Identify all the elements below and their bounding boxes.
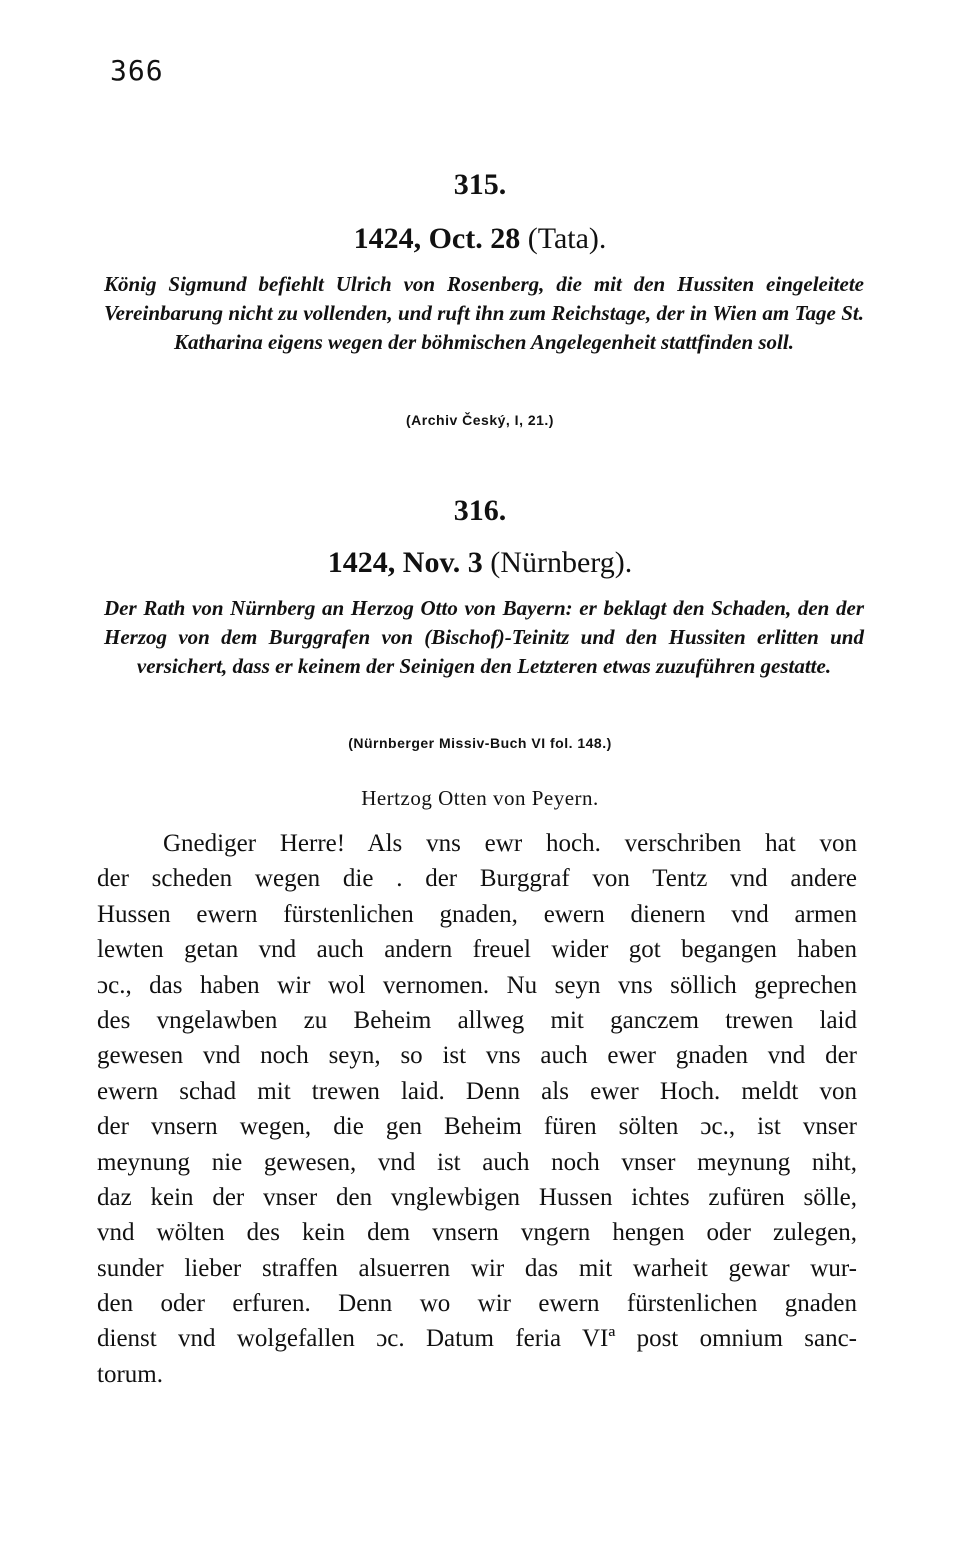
entry-number-316: 316. [453, 494, 507, 527]
letter-line: gewesen vnd noch seyn, so ist vns auch ewer gnaden vnd der [97, 1042, 857, 1070]
letter-line: meynung nie gewesen, vnd ist auch noch vnser meynung niht, [97, 1148, 857, 1176]
entry-place: (Tata). [527, 222, 607, 255]
letter-line: Hussen ewern fürstenlichen gnaden, ewern dienern vnd armen [97, 900, 857, 928]
letter-body [97, 826, 857, 1392]
letter-heading: Hertzog Otten von Peyern. [361, 786, 599, 810]
letter-line: ɔc., das haben wir wol vernomen. Nu seyn vns söllich geprechen [97, 971, 857, 999]
letter-line: den oder erfuren. Denn wo wir ewern fürstenlichen gnaden [97, 1290, 857, 1318]
entry-place: (Nürnberg). [490, 546, 633, 579]
page-number: 366 [110, 54, 164, 87]
entry-date-text: 1424, Oct. 28 [353, 222, 521, 255]
entry-source-315: (Archiv Český, I, 21.) [406, 412, 554, 428]
letter-line: der scheden wegen die . der Burggraf von Tentz vnd andere [97, 865, 857, 893]
entry-date-text: 1424, Nov. 3 [327, 546, 483, 579]
letter-line: daz kein der vnser den vnglewbigen Hussen ichtes zufüren sölle, [97, 1183, 857, 1211]
entry-date-316 [0, 546, 960, 580]
letter-line: der vnsern wegen, die gen Beheim füren sölten ɔc., ist vnser [97, 1113, 857, 1141]
letter-line: vnd wölten des kein dem vnsern vngern hengen oder zulegen, [97, 1219, 857, 1247]
letter-line: des vngelawben zu Beheim allweg mit ganczem trewen laid [97, 1006, 857, 1034]
letter-line: torum. [97, 1360, 163, 1388]
letter-line: sunder lieber straffen alsuerren wir das mit warheit gewar wur- [97, 1254, 857, 1282]
entry-date-315 [0, 222, 960, 256]
letter-line: Gnediger Herre! Als vns ewr hoch. verschriben hat von [163, 830, 857, 857]
entry-number-315: 315. [453, 168, 507, 201]
entry-summary-315: König Sigmund befiehlt Ulrich von Rosenberg, die mit den Hussiten eingeleitete Vereinbarung nicht zu vollenden, und ruft ihn zum Reichstage, der in Wien am Tage St. Katharina eigens wegen der böhmischen Angelegenheit stattfinden soll. [104, 272, 864, 354]
entry-source-316: (Nürnberger Missiv-Buch VI fol. 148.) [348, 735, 612, 751]
letter-line: dienst vnd wolgefallen ɔc. Datum feria VIª post omnium sanc- [97, 1325, 857, 1353]
letter-line: ewern schad mit trewen laid. Denn als ewer Hoch. meldt von [97, 1077, 857, 1105]
letter-line: lewten getan vnd auch andern freuel wider got begangen haben [97, 936, 857, 964]
entry-summary-316: Der Rath von Nürnberg an Herzog Otto von Bayern: er beklagt den Schaden, den der Herzog von dem Burggrafen von (Bischof)-Teinitz und den Hussiten erlitten und versichert, dass er keinem der Seinigen den Letzteren etwas zuzuführen gestatte. [104, 596, 864, 678]
